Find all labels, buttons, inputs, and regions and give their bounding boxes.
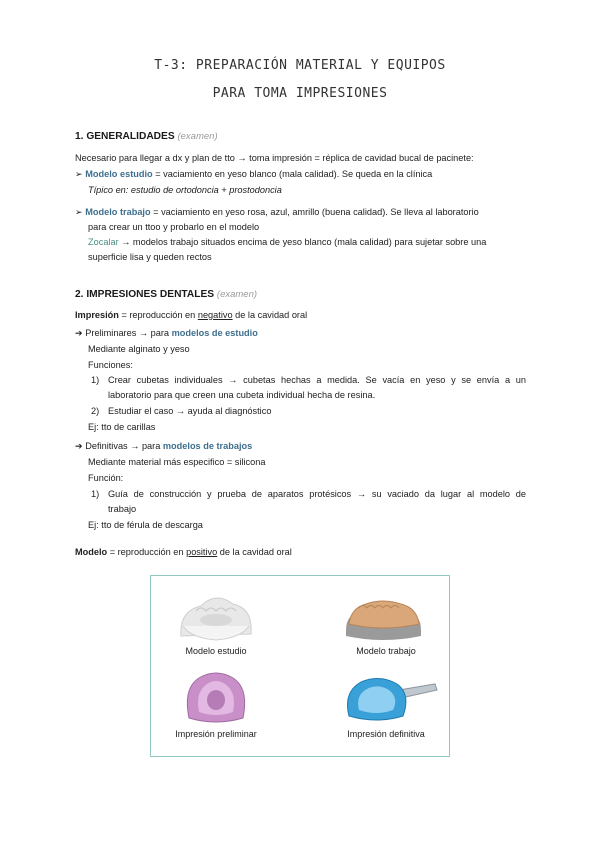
modelo-trabajo-text-1: = vaciamiento en yeso rosa, azul, amrillo (buena calidad). Se lleva al laboratorio [150,207,479,217]
modelo-estudio-text: = vaciamiento en yeso blanco (mala calidad). Se queda en la clínica [152,169,433,179]
bullet-marker: ➢ [75,169,83,179]
definitivas-item1-num: 1) [91,489,100,499]
caption-modelo-trabajo: Modelo trabajo [356,646,416,656]
modelo-estudio-image [171,586,261,646]
caption-impresion-definitiva: Impresión definitiva [347,729,425,739]
modelo-trabajo-image [341,594,426,644]
section1-heading [75,131,218,142]
page-title-line1: T-3: PREPARACIÓN MATERIAL Y EQUIPOS [154,58,446,73]
definitivas-item [75,440,252,453]
impresion-definition [75,309,307,322]
modelo-pre: = reproducción en [107,547,187,557]
term-modelo-estudio: Modelo estudio [85,169,153,179]
zocalar-line-1 [88,236,486,249]
definitivas-pre: Definitivas → para [85,441,163,451]
preliminares-sub1: Mediante alginato y yeso [88,344,190,354]
impresion-definitiva-image [339,670,439,726]
modelo-positivo: positivo [186,547,218,557]
bullet-modelo-trabajo [75,206,479,219]
impresion-negativo: negativo [197,310,233,320]
term-impresion: Impresión [75,310,119,320]
preliminares-example: Ej: tto de carillas [88,422,156,432]
bullet-marker: ➢ [75,207,83,217]
zocalar-line-2: superficie lisa y queden rectos [88,252,212,262]
modelo-post: de la cavidad oral [217,547,292,557]
bullet-modelo-estudio [75,168,432,181]
modelo-estudio-note: Típico en: estudio de ortodoncia + prostodoncia [88,185,282,195]
term-modelo: Modelo [75,547,108,557]
preliminares-pre: Preliminares → para [85,328,172,338]
definitivas-item1-line1: Guía de construcción y prueba de aparatos protésicos → su vaciado da lugar al modelo de [108,489,526,499]
section2-title: 2. IMPRESIONES DENTALES [75,289,215,300]
zocalar-text-1: → modelos trabajo situados encima de yeso blanco (mala calidad) para sujetar sobre una [118,237,487,247]
section2-tag: (examen) [216,289,258,300]
modelo-trabajo-text-2: para crear un ttoo y probarlo en el modelo [88,222,260,232]
term-zocalar: Zocalar [88,237,119,247]
preliminares-item [75,327,258,340]
impresion-preliminar-image [181,668,251,726]
term-modelo-trabajo: Modelo trabajo [85,207,151,217]
arrow-marker: ➔ [75,441,83,451]
preliminares-item1-line2: laboratorio para que creen una cubeta individual hecha de resina. [108,390,376,400]
section1-title: 1. GENERALIDADES [75,131,175,142]
section2-heading [75,289,257,300]
caption-modelo-estudio: Modelo estudio [185,646,247,656]
preliminares-item2: Estudiar el caso → ayuda al diagnóstico [108,406,272,416]
link-modelos-estudio: modelos de estudio [171,328,258,338]
page-title-line2: PARA TOMA IMPRESIONES [212,86,388,101]
impresion-pre: = reproducción en [118,310,198,320]
definitivas-example: Ej: tto de férula de descarga [88,520,203,530]
dental-models-figure [150,575,450,757]
definitivas-funcion: Función: [88,473,124,483]
section1-intro: Necesario para llegar a dx y plan de tto → toma impresión = réplica de cavidad bucal de pacinete: [75,153,474,163]
modelo-definition [75,546,292,559]
caption-impresion-preliminar: Impresión preliminar [175,729,257,739]
definitivas-item1-line2: trabajo [108,504,137,514]
impresion-post: de la cavidad oral [232,310,308,320]
preliminares-item1-line1: Crear cubetas individuales → cubetas hechas a medida. Se vacía en yeso y se envía a un [108,375,526,385]
preliminares-item1-num: 1) [91,375,100,385]
section1-tag: (examen) [177,131,218,142]
preliminares-item2-num: 2) [91,406,100,416]
definitivas-sub1: Mediante material más especifico = silicona [88,457,266,467]
arrow-marker: ➔ [75,328,83,338]
link-modelos-trabajos: modelos de trabajos [162,441,253,451]
preliminares-funciones: Funciones: [88,360,133,370]
